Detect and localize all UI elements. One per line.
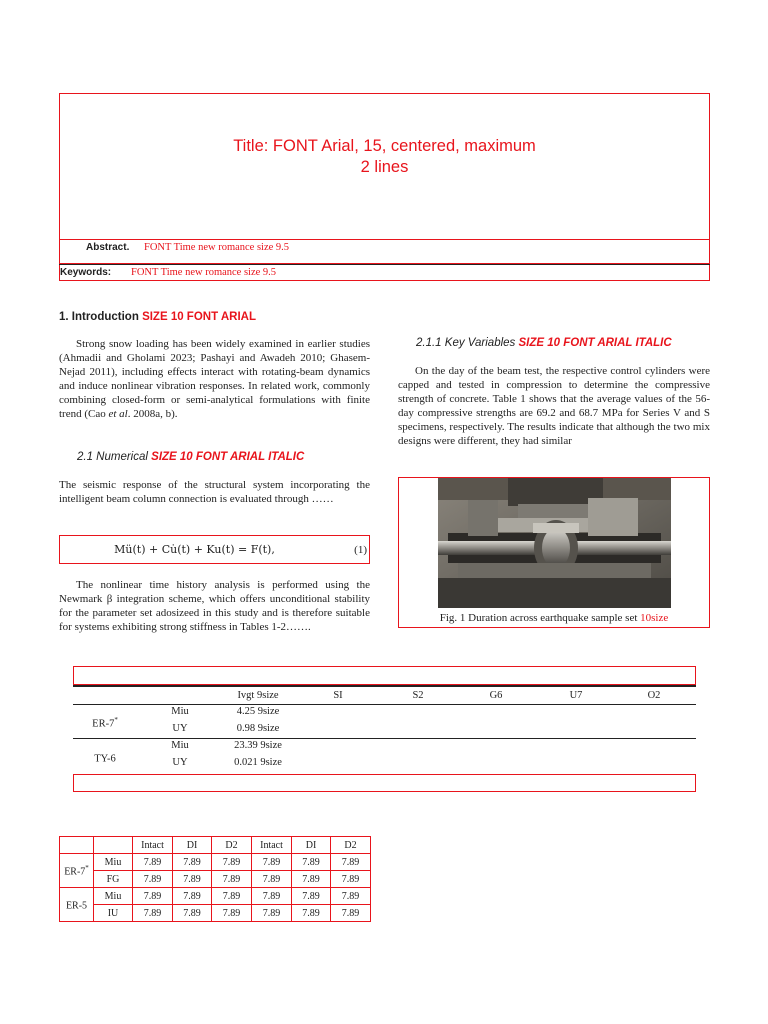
table2-cell: 7.89 xyxy=(173,854,212,871)
table2-cell: 7.89 xyxy=(212,905,252,922)
abstract-label: Abstract. xyxy=(86,242,130,253)
figure-caption-note: 10size xyxy=(640,612,669,624)
table2-header: DI xyxy=(173,837,212,854)
table-row xyxy=(60,905,371,922)
table2-row-label: Miu xyxy=(94,854,133,871)
group-name: ER-5 xyxy=(65,900,88,912)
equation-number: (1) xyxy=(354,544,367,556)
group-sup: * xyxy=(114,716,118,724)
table2-cell: 7.89 xyxy=(252,905,292,922)
table1-cell: 23.39 9size xyxy=(234,740,282,751)
group-name: ER-7 xyxy=(64,866,86,878)
table2-row-label: IU xyxy=(94,905,133,922)
table2-cell: 7.89 xyxy=(212,888,252,905)
figure-box xyxy=(398,477,710,628)
table2-group-label xyxy=(60,888,94,922)
table2-cell: 7.89 xyxy=(133,871,173,888)
table2-cell: 7.89 xyxy=(212,871,252,888)
intro-heading xyxy=(59,310,256,324)
group-name: ER-7 xyxy=(92,718,115,730)
table1-cell: 0.021 9size xyxy=(234,757,282,768)
numerical-heading-note: SIZE 10 FONT ARIAL ITALIC xyxy=(151,451,305,463)
table2-header: Intact xyxy=(252,837,292,854)
table2-cell: 7.89 xyxy=(331,871,371,888)
table2-header: DI xyxy=(292,837,331,854)
table1-header: G6 xyxy=(489,690,503,701)
table1-group-label xyxy=(80,748,130,767)
equation: Mü(t) + Cu̇(t) + Ku(t) = F(t), xyxy=(114,543,275,556)
table2-cell: 7.89 xyxy=(252,871,292,888)
group-sup: * xyxy=(85,864,89,873)
numerical-paragraph-2: The nonlinear time history analysis is performed using the Newmark β integration scheme, which offers unconditional stability for the parameter set adosizeed in this study and is therefore suitable for systems exhibiting strong stiffness in Tables 1-2……. xyxy=(59,579,370,633)
intro-text-end: . 2008a, b). xyxy=(127,408,178,420)
table1-row-label: Miu xyxy=(171,740,189,751)
table1-row-label: UY xyxy=(172,757,188,768)
keywords-label: Keywords: xyxy=(60,267,112,278)
table2-row-label: FG xyxy=(94,871,133,888)
table1-header: S2 xyxy=(412,690,424,701)
table1-row-label: Miu xyxy=(171,706,189,717)
table2-cell: 7.89 xyxy=(173,888,212,905)
table1-caption-box xyxy=(73,666,696,685)
table1-note-box xyxy=(73,774,696,792)
intro-heading-number: 1. Introduction xyxy=(59,311,139,323)
intro-heading-note: SIZE 10 FONT ARIAL xyxy=(142,311,257,323)
table2-cell: 7.89 xyxy=(292,871,331,888)
table2-cell: 7.89 xyxy=(133,905,173,922)
intro-paragraph xyxy=(59,337,370,421)
table1-cell: 0.98 9size xyxy=(236,723,280,734)
table1-row-label: UY xyxy=(172,723,188,734)
figure-caption-text: Fig. 1 Duration across earthquake sample set xyxy=(439,612,638,624)
table2-corner xyxy=(94,837,133,854)
test-rig-illustration xyxy=(438,478,671,608)
intro-etal: et al xyxy=(108,408,128,420)
key-variables-heading xyxy=(416,336,672,350)
key-variables-heading-note: SIZE 10 FONT ARIAL ITALIC xyxy=(518,337,672,349)
table2-cell: 7.89 xyxy=(292,888,331,905)
numerical-heading-number: 2.1 Numerical xyxy=(77,451,148,463)
numerical-paragraph-1: The seismic response of the structural system incorporating the intelligent beam column connection is evaluated through …… xyxy=(59,479,370,505)
figure-caption xyxy=(399,611,709,625)
table2-cell: 7.89 xyxy=(133,854,173,871)
table2-cell: 7.89 xyxy=(292,854,331,871)
keywords-row xyxy=(59,265,710,281)
equation-box xyxy=(59,535,370,564)
table2-header: Intact xyxy=(133,837,173,854)
group-name: TY-6 xyxy=(94,753,116,765)
table2-corner xyxy=(60,837,94,854)
table2-cell: 7.89 xyxy=(173,871,212,888)
table2-cell: 7.89 xyxy=(331,888,371,905)
table2-group-label xyxy=(60,854,94,888)
intro-text: Strong snow loading has been widely examined in earlier studies (Ahmadii and Gholami 2023; Pashayi and Awadeh 2010; Ghasem-Nejad 2011), including effects interact with rotating-beam dynamics and induce nonlinear vibration responses. In related work, commonly combining closed-form or semi-analytical formulations with finite trend (Cao xyxy=(59,338,370,420)
table1-header: O2 xyxy=(647,690,661,701)
title-box xyxy=(59,93,710,240)
table2-header-row xyxy=(60,837,371,854)
table2-row-label: Miu xyxy=(94,888,133,905)
table1-cell: 4.25 9size xyxy=(236,706,280,717)
title-line-1: Title: FONT Arial, 15, centered, maximum xyxy=(233,137,536,155)
table1-header: U7 xyxy=(569,690,583,701)
table1-header: Ivgt 9size xyxy=(237,690,279,701)
test-setup-photo xyxy=(438,478,671,608)
table2-cell: 7.89 xyxy=(252,854,292,871)
table2-cell: 7.89 xyxy=(212,854,252,871)
title-line-2: 2 lines xyxy=(360,158,409,176)
key-variables-heading-number: 2.1.1 Key Variables xyxy=(416,337,516,349)
table2-cell: 7.89 xyxy=(133,888,173,905)
table-row xyxy=(60,871,371,888)
table2-cell: 7.89 xyxy=(331,905,371,922)
table2-cell: 7.89 xyxy=(173,905,212,922)
table2-header: D2 xyxy=(331,837,371,854)
table2 xyxy=(59,836,371,922)
paper-title xyxy=(60,136,709,178)
table1-top-rule xyxy=(73,685,696,687)
keywords-text: FONT Time new romance size 9.5 xyxy=(131,267,277,278)
table2-cell: 7.89 xyxy=(331,854,371,871)
numerical-heading xyxy=(77,450,304,464)
table2-cell: 7.89 xyxy=(292,905,331,922)
table-row xyxy=(60,854,371,871)
table2-cell: 7.89 xyxy=(252,888,292,905)
table2-header: D2 xyxy=(212,837,252,854)
table1-header: SI xyxy=(333,690,343,701)
key-variables-paragraph: On the day of the beam test, the respective control cylinders were capped and tested in compression to determine the compressive strength of concrete. Table 1 shows that the average values of the 56-day compressive strengths are 69.2 and 68.7 MPa for Series V and S specimens, respectively. The results indicate that although the two mix designs were different, they had similar xyxy=(398,365,710,447)
abstract-text: FONT Time new romance size 9.5 xyxy=(144,242,290,253)
table-row xyxy=(60,888,371,905)
abstract-row xyxy=(59,240,710,264)
table1-group-label xyxy=(80,713,130,732)
